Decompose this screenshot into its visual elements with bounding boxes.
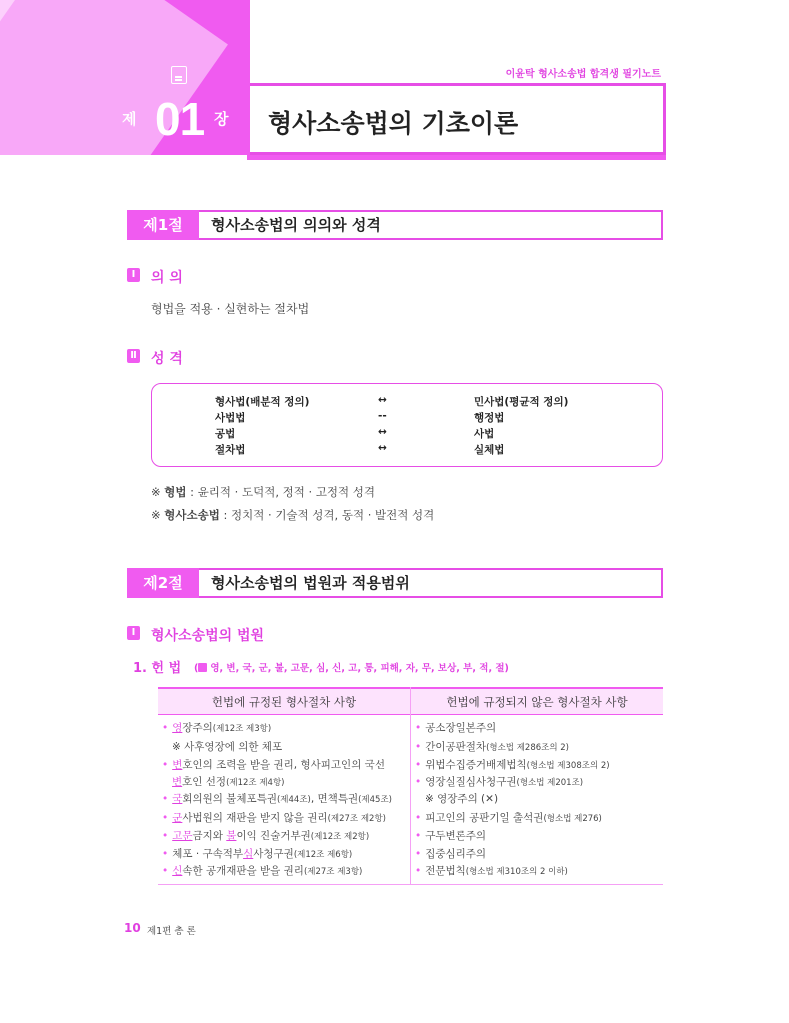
nature-arrow: ↔ — [378, 426, 387, 438]
table-row: 변호인 선정(제12조 제4항) — [172, 776, 285, 788]
table-header-left: 헌법에 규정된 형사절차 사항 — [158, 687, 410, 715]
table-row: • 피고인의 공판기일 출석권(형소법 제276) — [415, 812, 602, 824]
chapter-header-banner — [0, 0, 250, 155]
table-row: • 신속한 공개재판을 받을 권리(제27조 제3항) — [162, 865, 363, 877]
nature-right: 실체법 — [474, 444, 505, 456]
nature-heading: 성 격 — [151, 351, 183, 367]
nature-left: 절차법 — [215, 444, 246, 456]
table-row: • 변호인의 조력을 받을 권리, 형사피고인의 국선 — [162, 759, 385, 771]
nature-right: 행정법 — [474, 412, 505, 424]
table-header-right: 헌법에 규정되지 않은 형사절차 사항 — [411, 687, 663, 715]
constitution-memo — [194, 660, 509, 674]
table-row: • 국회의원의 불체포특권(제44조), 면책특권(제45조) — [162, 793, 392, 805]
nature-arrow: ↔ — [378, 394, 387, 406]
table-row: • 체포 · 구속적부심사청구권(제12조 제6항) — [162, 848, 353, 860]
memo-text: 영, 변, 국, 군, 불, 고문, 심, 신, 고, 통, 피해, 자, 무, 보상, 부, 적, 절) — [210, 663, 509, 674]
memo-icon — [198, 663, 207, 672]
note-term: 형법 — [164, 485, 187, 499]
section-1-bar — [127, 210, 663, 240]
chapter-number: 01 — [155, 93, 205, 145]
table-row: • 전문법칙(형소법 제310조의 2 이하) — [415, 865, 568, 877]
table-divider — [410, 715, 411, 885]
table-row: • 영장실질심사청구권(형소법 제201조) — [415, 776, 584, 788]
nature-arrow: ↔ — [378, 442, 387, 454]
table-row: • 공소장일본주의 — [415, 722, 497, 734]
note-term: 형사소송법 — [164, 508, 220, 522]
roman-numeral-badge: Ⅱ — [127, 349, 140, 363]
constitution-num: 1. — [133, 661, 147, 676]
table-bottom-border — [158, 884, 663, 885]
table-row: • 영장주의(제12조 제3항) — [162, 722, 272, 734]
note-mark: ※ — [151, 508, 161, 522]
nature-left: 사법법 — [215, 412, 246, 424]
series-title: 이윤탁 형사소송법 합격생 필기노트 — [505, 69, 661, 80]
page-number: 10 — [124, 921, 141, 935]
nature-right: 사법 — [474, 428, 495, 440]
roman-numeral-badge: Ⅰ — [127, 626, 140, 640]
note-procedure-law — [151, 507, 434, 523]
part-title: 제1편 총 론 — [147, 926, 196, 937]
note-mark: ※ — [151, 485, 161, 499]
book-icon — [171, 66, 187, 84]
nature-arrow: -- — [378, 410, 387, 422]
table-row: • 위법수집증거배제법칙(형소법 제308조의 2) — [415, 759, 610, 771]
table-row: • 고문금지와 불이익 진술거부권(제12조 제2항) — [162, 830, 370, 842]
meaning-text: 형법을 적용 · 실현하는 절차법 — [151, 302, 310, 316]
meaning-heading: 의 의 — [151, 270, 183, 286]
table-row: • 집중심리주의 — [415, 848, 487, 860]
note-desc: : 윤리적 · 도덕적, 정적 · 고정적 성격 — [186, 485, 376, 499]
source-heading: 형사소송법의 법원 — [151, 628, 265, 644]
chapter-prefix: 제 — [122, 110, 137, 128]
nature-right: 민사법(평균적 정의) — [474, 396, 569, 408]
section-2-tag: 제2절 — [127, 568, 199, 598]
table-row: ※ 사후영장에 의한 체포 — [172, 741, 283, 753]
section-1-title: 형사소송법의 의의와 성격 — [211, 216, 381, 234]
nature-left: 형사법(배분적 정의) — [215, 396, 310, 408]
note-desc: : 정치적 · 기술적 성격, 동적 · 발전적 성격 — [219, 508, 435, 522]
note-criminal-law — [151, 484, 375, 500]
memo-paren: ( — [194, 663, 199, 674]
section-2-bar — [127, 568, 663, 598]
table-row: • 군사법원의 재판을 받지 않을 권리(제27조 제2항) — [162, 812, 386, 824]
chapter-title: 형사소송법의 기초이론 — [268, 109, 519, 138]
section-2-title: 형사소송법의 법원과 적용범위 — [211, 574, 410, 592]
constitution-heading — [133, 657, 181, 676]
section-1-tag: 제1절 — [127, 210, 199, 240]
table-row: • 구두변론주의 — [415, 830, 487, 842]
chapter-suffix: 장 — [214, 110, 229, 128]
constitution-title: 헌 법 — [151, 661, 182, 676]
roman-numeral-badge: Ⅰ — [127, 268, 140, 282]
nature-left: 공법 — [215, 428, 236, 440]
table-row: • 간이공판절차(형소법 제286조의 2) — [415, 741, 569, 753]
table-row: ※ 영장주의 (✕) — [425, 793, 499, 805]
